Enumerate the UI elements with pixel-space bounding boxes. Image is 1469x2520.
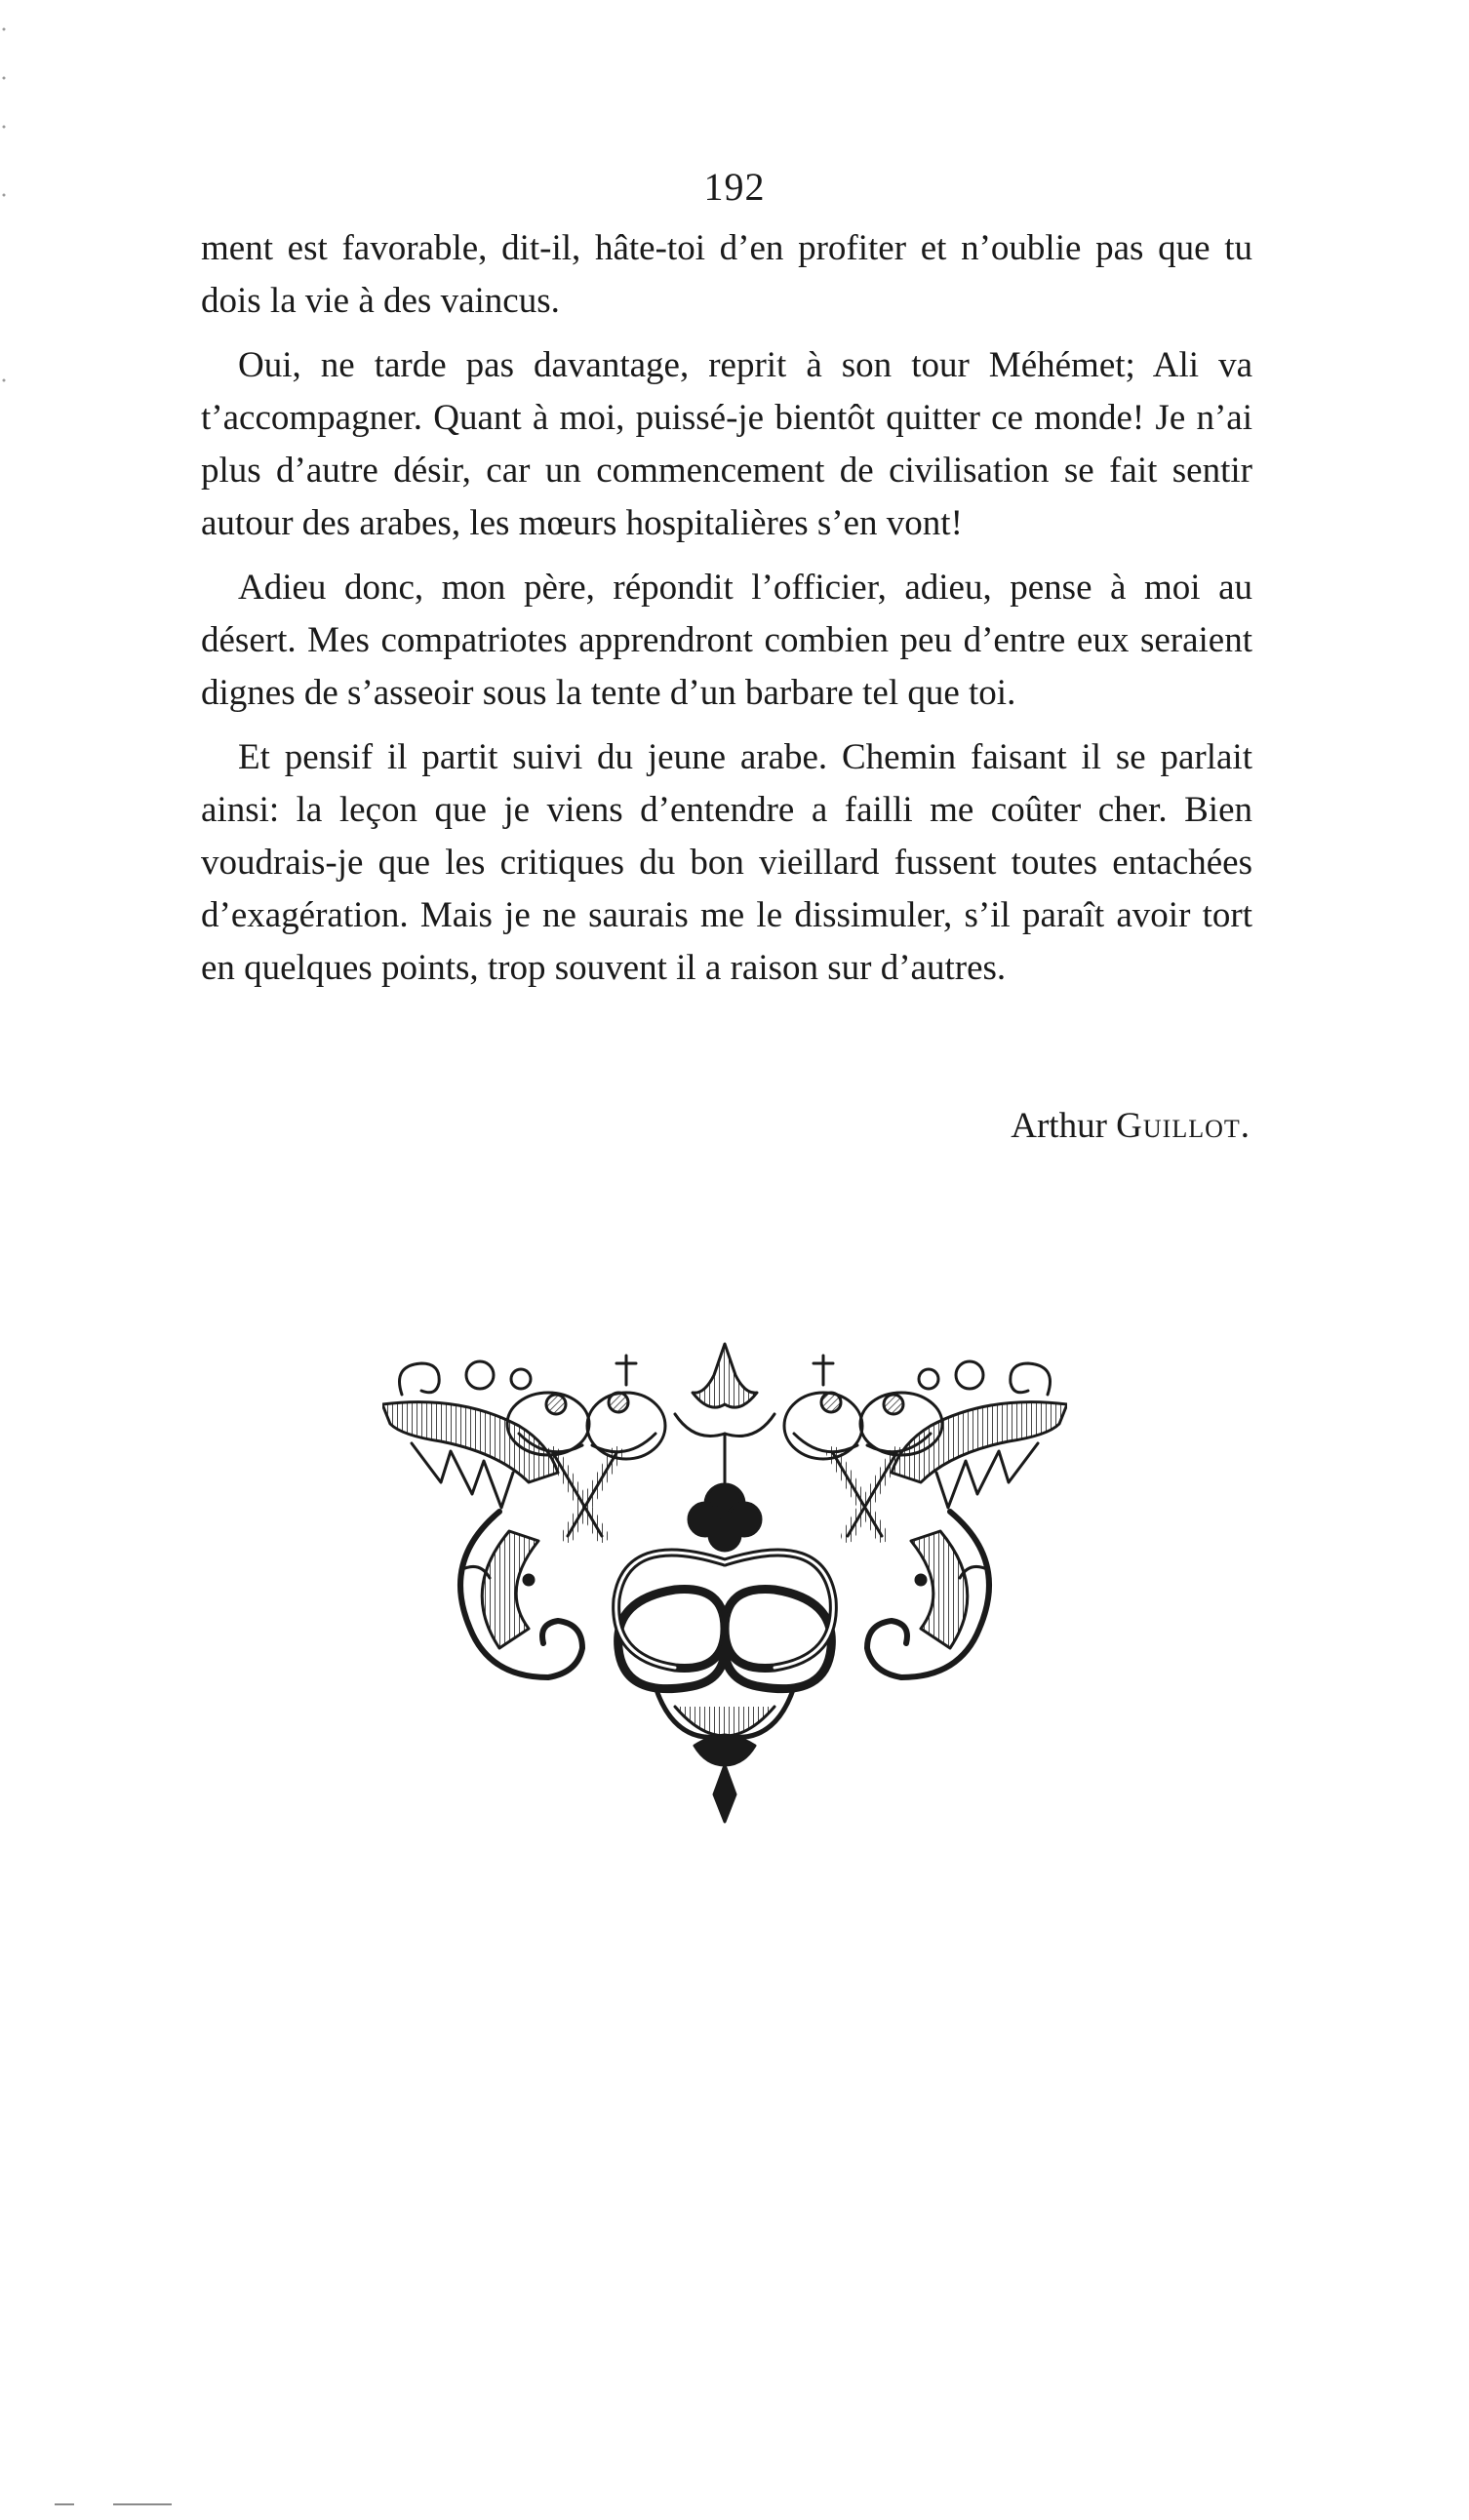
paragraph-3: Adieu donc, mon père, répondit l’officier, adieu, pense à moi au désert. Mes compatriotes apprendront combien peu d’entre eux seraient dignes de s’asseoir sous la tente d’un barbare tel que toi. xyxy=(201,568,1252,713)
paragraph-2: Oui, ne tarde pas davantage, reprit à son tour Méhémet; Ali va t’accompagner. Quant à moi, puissé-je bientôt quitter ce monde! Je n’ai plus d’autre désir, car un commencement de civilisation se fait sentir autour des arabes, les mœurs hospitalières s’en vont! xyxy=(201,345,1252,543)
author-first-name: Arthur xyxy=(1011,1106,1107,1146)
author-signature xyxy=(0,1100,1251,1153)
page-number: 192 xyxy=(703,165,766,209)
scan-edge-dots xyxy=(0,20,8,410)
paragraph-1: ment est favorable, dit-il, hâte-toi d’en profiter et n’oublie pas que tu dois la vie à des vaincus. xyxy=(201,228,1252,321)
paragraph-4: Et pensif il partit suivi du jeune arabe. Chemin faisant il se parlait ainsi: la leçon que je viens d’entendre a failli me coûter cher. Bien voudrais-je que les critiques du bon vieillard fussent toutes entachées d’exagération. Mais je ne saurais me le dissimuler, s’il paraît avoir tort en quelques points, trop souvent il a raison sur d’autres. xyxy=(201,737,1252,988)
author-last-name: Guillot. xyxy=(1116,1106,1251,1146)
body-text xyxy=(201,222,1252,1006)
tailpiece-ornament-icon xyxy=(382,1336,1067,1826)
scan-bottom-marks xyxy=(55,2501,230,2507)
